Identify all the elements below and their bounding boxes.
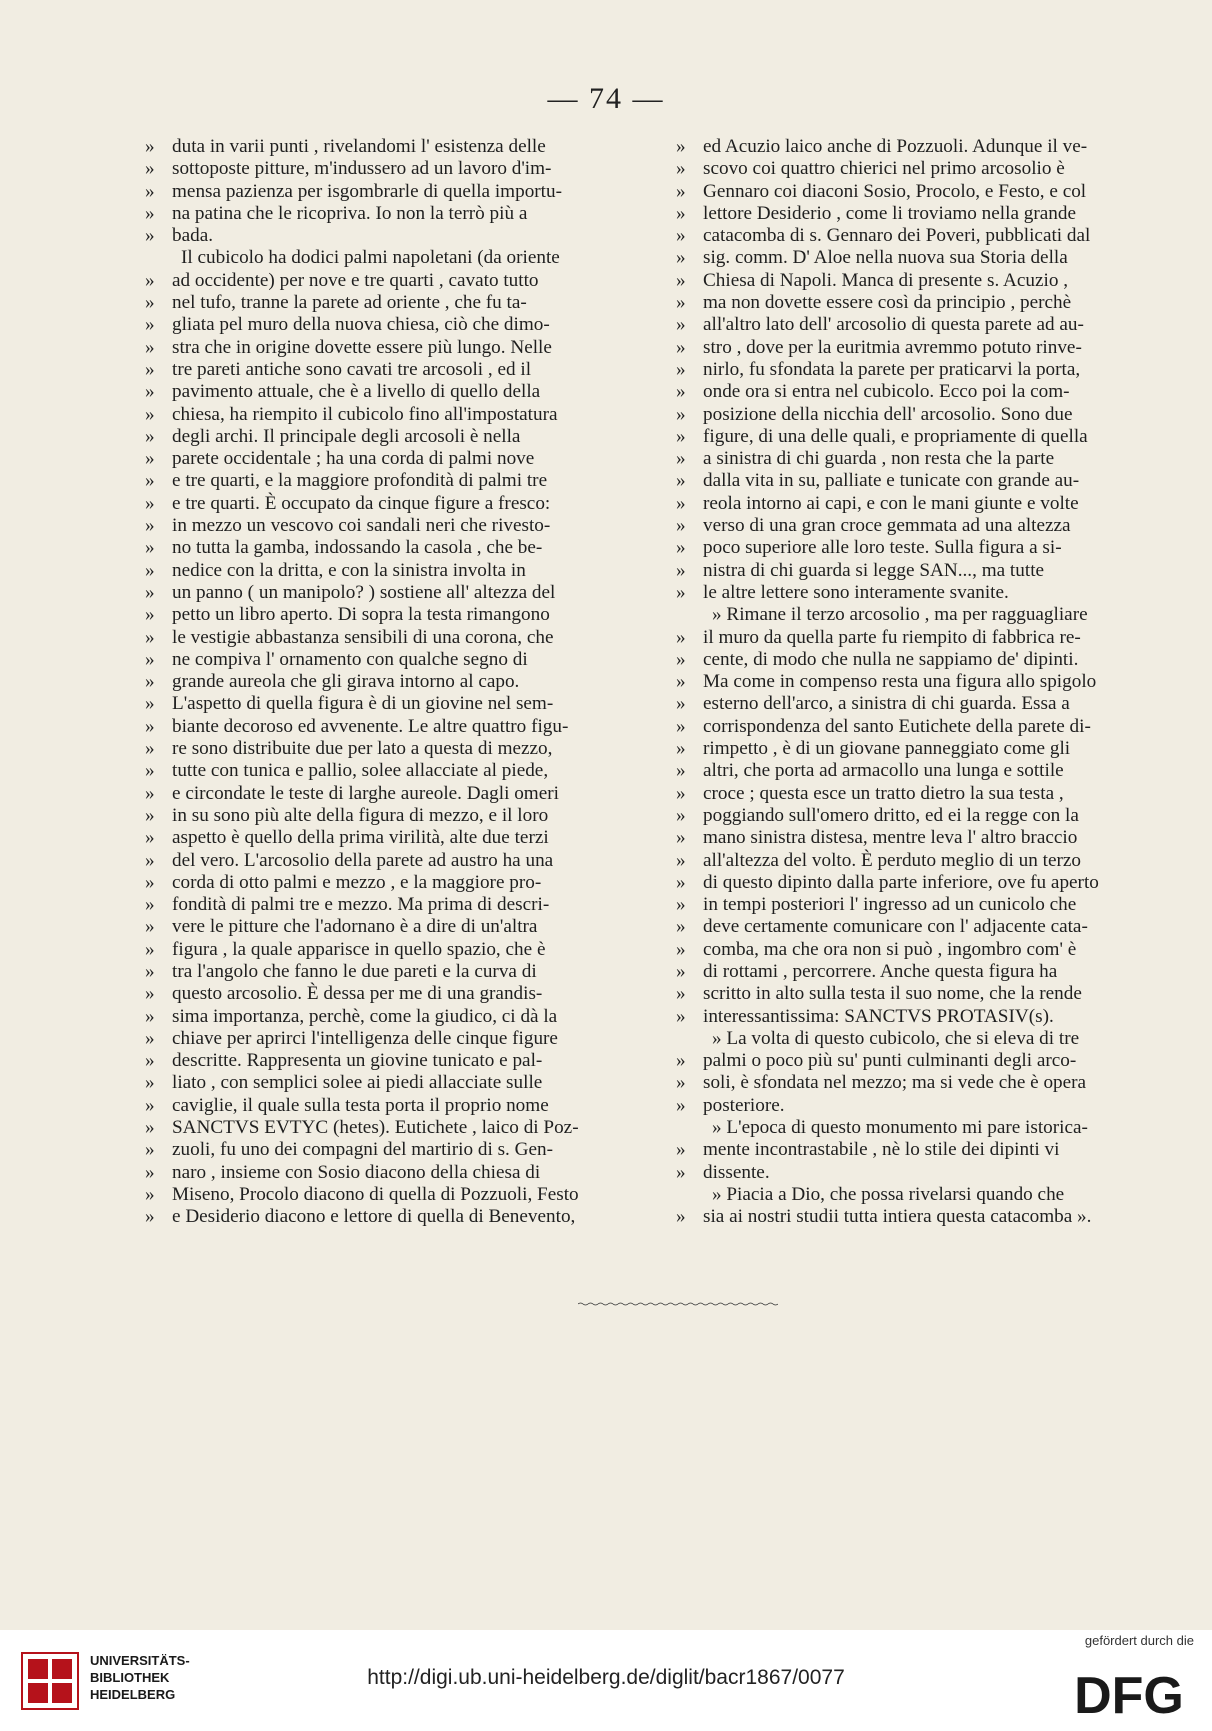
text-line-content: e tre quarti. È occupato da cinque figure a fresco: <box>172 492 551 514</box>
text-line <box>676 872 1181 894</box>
text-line-content: di questo dipinto dalla parte inferiore, ove fu aperto <box>703 871 1099 893</box>
text-line <box>676 894 1181 916</box>
text-line <box>145 448 650 470</box>
dfg-logo-text: DFG <box>1074 1668 1184 1718</box>
text-line <box>145 850 650 872</box>
text-line <box>145 158 650 180</box>
text-line <box>145 337 650 359</box>
text-line-content: na patina che le ricopriva. Io non la terrò più a <box>172 202 528 224</box>
text-line <box>145 270 650 292</box>
text-line-content: soli, è sfondata nel mezzo; ma si vede che è opera <box>703 1072 1087 1094</box>
text-line-content: Il cubicolo ha dodici palmi napoletani (da oriente <box>181 247 560 269</box>
text-line-content: figura , la quale apparisce in quello spazio, che è <box>172 938 546 960</box>
funded-by-label: gefördert durch die <box>1084 1633 1194 1648</box>
text-line-content: questo arcosolio. È dessa per me di una grandis- <box>172 983 543 1005</box>
logo-line-1: UNIVERSITÄTS- <box>90 1653 190 1668</box>
text-line <box>676 1095 1181 1117</box>
text-line <box>676 1006 1181 1028</box>
text-line-content: rimpetto , è di un giovane panneggiato come gli <box>703 738 1071 760</box>
text-line <box>145 939 650 961</box>
text-line-content: corrispondenza del santo Eutichete della parete di- <box>703 715 1091 737</box>
text-line <box>676 983 1181 1005</box>
text-line-content: tra l'angolo che fanno le due pareti e la curva di <box>172 960 537 982</box>
text-line <box>676 805 1181 827</box>
text-line <box>145 381 650 403</box>
text-line-content: ed Acuzio laico anche di Pozzuoli. Adunque il ve- <box>703 136 1088 157</box>
text-line-content: tre pareti antiche sono cavati tre arcosoli , ed il <box>172 358 532 380</box>
left-text-column <box>145 136 650 1229</box>
text-line-content: reola intorno ai capi, e con le mani giunte e volte <box>703 492 1079 514</box>
text-line <box>145 760 650 782</box>
text-line <box>676 181 1181 203</box>
text-line-content: mente incontrastabile , nè lo stile dei dipinti vi <box>703 1139 1060 1161</box>
text-line <box>145 783 650 805</box>
text-line-content: scritto in alto sulla testa il suo nome, che la rende <box>703 983 1082 1005</box>
text-line <box>145 537 650 559</box>
text-line <box>145 1028 650 1050</box>
text-line-content: all'altro lato dell' arcosolio di questa parete ad au- <box>703 314 1084 336</box>
text-line-content: stra che in origine dovette essere più lungo. Nelle <box>172 336 552 358</box>
text-line <box>676 760 1181 782</box>
text-line <box>676 939 1181 961</box>
text-line-content: Ma come in compenso resta una figura allo spigolo <box>703 671 1097 693</box>
text-line-content: » Rimane il terzo arcosolio , ma per ragguagliare <box>712 604 1088 626</box>
text-line-content: descritte. Rappresenta un giovine tunicato e pal- <box>172 1050 543 1072</box>
text-line <box>145 1139 650 1161</box>
text-line <box>145 470 650 492</box>
text-line-content: ad occidente) per nove e tre quarti , cavato tutto <box>172 269 539 291</box>
text-line <box>145 1072 650 1094</box>
text-line <box>145 604 650 626</box>
text-line-content: » L'epoca di questo monumento mi pare istorica- <box>712 1117 1088 1139</box>
text-line-content: figure, di una delle quali, e propriamente di quella <box>703 425 1088 447</box>
text-line-content: ma non dovette essere così da principio , perchè <box>703 292 1072 314</box>
text-line-content: poggiando sull'omero dritto, ed ei la regge con la <box>703 804 1079 826</box>
text-line <box>676 136 1181 158</box>
text-line-content: tutte con tunica e pallio, solee allacciate al piede, <box>172 760 549 782</box>
text-line <box>676 314 1181 336</box>
text-line-content: dissente. <box>703 1161 770 1183</box>
text-line <box>676 493 1181 515</box>
text-line <box>145 693 650 715</box>
text-line-content: in su sono più alte della figura di mezzo, e il loro <box>172 804 549 826</box>
text-line-content: » Piacia a Dio, che possa rivelarsi quando che <box>712 1183 1065 1205</box>
text-line-content: nedice con la dritta, e con la sinistra involta in <box>172 559 526 581</box>
text-line <box>145 805 650 827</box>
text-line <box>676 604 1181 626</box>
text-line <box>145 1095 650 1117</box>
text-line-content: mano sinistra distesa, mentre leva l' altro braccio <box>703 827 1078 849</box>
text-line <box>145 983 650 1005</box>
text-line <box>145 1050 650 1072</box>
text-line-content: Miseno, Procolo diacono di quella di Pozzuoli, Festo <box>172 1183 579 1205</box>
text-line-content: del vero. L'arcosolio della parete ad austro ha una <box>172 849 554 871</box>
text-line <box>676 203 1181 225</box>
text-line-content: le vestigie abbastanza sensibili di una corona, che <box>172 626 554 648</box>
text-line <box>676 827 1181 849</box>
text-line-content: zuoli, fu uno dei compagni del martirio di s. Gen- <box>172 1139 553 1161</box>
permalink-url[interactable]: http://digi.ub.uni-heidelberg.de/diglit/bacr1867/0077 <box>367 1666 845 1689</box>
text-line <box>676 649 1181 671</box>
text-line <box>676 337 1181 359</box>
text-line-content: mensa pazienza per isgombrarle di quella importu- <box>172 180 562 202</box>
ornamental-separator <box>578 1302 778 1306</box>
text-line-content: re sono distribuite due per lato a questa di mezzo, <box>172 738 553 760</box>
text-line <box>676 1184 1181 1206</box>
text-line <box>145 716 650 738</box>
text-line <box>676 381 1181 403</box>
text-line <box>676 537 1181 559</box>
logo-line-2: BIBLIOTHEK <box>90 1670 170 1685</box>
text-line <box>676 470 1181 492</box>
text-line-content: e circondate le teste di larghe aureole. Dagli omeri <box>172 782 559 804</box>
text-line <box>145 961 650 983</box>
text-line-content: naro , insieme con Sosio diacono della chiesa di <box>172 1161 541 1183</box>
text-line <box>676 1162 1181 1184</box>
text-line <box>145 582 650 604</box>
text-line <box>676 359 1181 381</box>
text-line-content: sia ai nostri studii tutta intiera questa catacomba ». <box>703 1206 1092 1228</box>
text-line-content: e tre quarti, e la maggiore profondità di palmi tre <box>172 470 548 492</box>
text-line-content: parete occidentale ; ha una corda di palmi nove <box>172 448 535 470</box>
page-number: — 74 — <box>547 82 665 115</box>
text-line-content: onde ora si entra nel cubicolo. Ecco poi la com- <box>703 381 1070 403</box>
text-line <box>145 247 650 269</box>
text-line-content: sig. comm. D' Aloe nella nuova sua Storia della <box>703 247 1068 269</box>
text-line-content: esterno dell'arco, a sinistra di chi guarda. Essa a <box>703 693 1070 715</box>
text-line-content: un panno ( un manipolo? ) sostiene all' altezza del <box>172 581 556 603</box>
text-line <box>145 1206 650 1228</box>
text-line-content: chiave per aprirci l'intelligenza delle cinque figure <box>172 1027 558 1049</box>
text-line <box>145 827 650 849</box>
text-line <box>676 270 1181 292</box>
right-text-column <box>676 136 1181 1229</box>
text-line <box>676 448 1181 470</box>
text-line <box>676 225 1181 247</box>
text-line <box>145 872 650 894</box>
text-line <box>145 738 650 760</box>
text-line <box>676 738 1181 760</box>
text-line-content: le altre lettere sono interamente svanite. <box>703 581 1009 603</box>
text-line-content: aspetto è quello della prima virilità, alte due terzi <box>172 827 549 849</box>
text-line-content: posizione della nicchia dell' arcosolio. Sono due <box>703 403 1073 425</box>
text-line-content: petto un libro aperto. Di sopra la testa rimangono <box>172 604 550 626</box>
text-line <box>676 671 1181 693</box>
text-line <box>676 1139 1181 1161</box>
text-line-content: » La volta di questo cubicolo, che si eleva di tre <box>712 1027 1080 1049</box>
text-line <box>145 894 650 916</box>
text-line <box>145 1162 650 1184</box>
text-line-content: croce ; questa esce un tratto dietro la sua testa , <box>703 782 1064 804</box>
text-line-content: gliata pel muro della nuova chiesa, ciò che dimo- <box>172 314 550 336</box>
text-line-content: sima importanza, perchè, come la giudico, ci dà la <box>172 1005 558 1027</box>
text-line-content: palmi o poco più su' punti culminanti degli arco- <box>703 1050 1077 1072</box>
text-line <box>145 560 650 582</box>
text-line <box>676 916 1181 938</box>
text-line-content: Chiesa di Napoli. Manca di presente s. Acuzio , <box>703 269 1069 291</box>
text-line-content: chiesa, ha riempito il cubicolo fino all'impostatura <box>172 403 558 425</box>
text-line-content: liato , con semplici solee ai piedi allacciate sulle <box>172 1072 543 1094</box>
text-line <box>676 1028 1181 1050</box>
text-line <box>676 158 1181 180</box>
text-line-content: nel tufo, tranne la parete ad oriente , che fu ta- <box>172 292 527 314</box>
text-line-content: biante decoroso ed avvenente. Le altre quattro figu- <box>172 715 569 737</box>
text-line-content: a sinistra di chi guarda , non resta che la parte <box>703 448 1055 470</box>
text-line <box>676 627 1181 649</box>
text-line-content: altri, che porta ad armacollo una lunga e sottile <box>703 760 1064 782</box>
text-line-content: stro , dove per la euritmia avremmo potuto rinve- <box>703 336 1082 358</box>
text-line <box>676 783 1181 805</box>
text-line <box>145 181 650 203</box>
text-line <box>676 404 1181 426</box>
text-line-content: duta in varii punti , rivelandomi l' esistenza delle <box>172 136 546 157</box>
text-line <box>676 693 1181 715</box>
text-line <box>676 247 1181 269</box>
text-line-content: di rottami , percorrere. Anche questa figura ha <box>703 960 1058 982</box>
text-line-content: in mezzo un vescovo coi sandali neri che rivesto- <box>172 515 551 537</box>
text-line <box>676 850 1181 872</box>
text-line-content: poco superiore alle loro teste. Sulla figura a si- <box>703 537 1062 559</box>
text-line-content: Gennaro coi diaconi Sosio, Procolo, e Festo, e col <box>703 180 1087 202</box>
text-line <box>676 426 1181 448</box>
text-line <box>145 426 650 448</box>
text-line-content: nistra di chi guarda si legge SAN..., ma tutte <box>703 559 1045 581</box>
text-line <box>145 1184 650 1206</box>
text-line <box>676 1050 1181 1072</box>
text-line-content: in tempi posteriori l' ingresso ad un cunicolo che <box>703 894 1077 916</box>
text-line <box>145 916 650 938</box>
text-line-content: cente, di modo che nulla ne sappiamo de' dipinti. <box>703 648 1079 670</box>
text-line <box>145 515 650 537</box>
text-line-content: corda di otto palmi e mezzo , e la maggiore pro- <box>172 871 542 893</box>
text-line <box>145 136 650 158</box>
text-line-content: all'altezza del volto. È perduto meglio di un terzo <box>703 849 1082 871</box>
text-line-content: nirlo, fu sfondata la parete per praticarvi la porta, <box>703 358 1081 380</box>
text-line <box>676 582 1181 604</box>
text-line-content: e Desiderio diacono e lettore di quella di Benevento, <box>172 1206 576 1228</box>
logo-line-3: HEIDELBERG <box>90 1687 176 1702</box>
text-line-content: scovo coi quattro chierici nel primo arcosolio è <box>703 158 1065 180</box>
text-line-content: deve certamente comunicare con l' adjacente cata- <box>703 916 1088 938</box>
text-line <box>145 292 650 314</box>
text-line <box>676 1117 1181 1139</box>
text-line <box>145 404 650 426</box>
text-line-content: ne compiva l' ornamento con qualche segno di <box>172 648 528 670</box>
text-line-content: catacomba di s. Gennaro dei Poveri, pubblicati dal <box>703 225 1091 247</box>
text-line-content: grande aureola che gli girava intorno al capo. <box>172 671 520 693</box>
text-line <box>676 1072 1181 1094</box>
text-line <box>676 716 1181 738</box>
text-line-content: lettore Desiderio , come li troviamo nella grande <box>703 202 1076 224</box>
text-line-content: posteriore. <box>703 1094 785 1116</box>
text-line <box>676 1206 1181 1228</box>
text-line-content: comba, ma che ora non si può , ingombro com' è <box>703 938 1077 960</box>
text-line <box>145 627 650 649</box>
text-line <box>145 671 650 693</box>
text-line <box>145 359 650 381</box>
text-line <box>145 493 650 515</box>
text-line <box>676 961 1181 983</box>
text-line-content: fondità di palmi tre e mezzo. Ma prima di descri- <box>172 894 550 916</box>
text-line <box>676 560 1181 582</box>
dfg-logo-icon <box>1064 1668 1194 1718</box>
text-line <box>145 1117 650 1139</box>
text-line-content: no tutta la gamba, indossando la casola , che be- <box>172 537 543 559</box>
text-line <box>676 292 1181 314</box>
text-line-content: L'aspetto di quella figura è di un giovine nel sem- <box>172 693 554 715</box>
text-line-content: SANCTVS EVTYC (hetes). Eutichete , laico di Poz- <box>172 1117 579 1139</box>
text-line-content: bada. <box>172 225 214 247</box>
text-line <box>145 203 650 225</box>
text-line-content: verso di una gran croce gemmata ad una altezza <box>703 515 1071 537</box>
text-line <box>145 1006 650 1028</box>
text-line-content: sottoposte pitture, m'indussero ad un lavoro d'im- <box>172 158 552 180</box>
text-line <box>145 649 650 671</box>
text-line <box>145 225 650 247</box>
text-line-content: degli archi. Il principale degli arcosoli è nella <box>172 425 521 447</box>
text-line-content: pavimento attuale, che è a livello di quello della <box>172 381 541 403</box>
text-line-content: vere le pitture che l'adornano è a dire di un'altra <box>172 916 538 938</box>
text-line-content: caviglie, il quale sulla testa porta il proprio nome <box>172 1094 549 1116</box>
text-line <box>145 314 650 336</box>
text-line-content: il muro da quella parte fu riempito di fabbrica re- <box>703 626 1081 648</box>
text-line-content: dalla vita in su, palliate e tunicate con grande au- <box>703 470 1080 492</box>
text-line-content: interessantissima: SANCTVS PROTASIV(s). <box>703 1005 1054 1027</box>
text-line <box>676 515 1181 537</box>
